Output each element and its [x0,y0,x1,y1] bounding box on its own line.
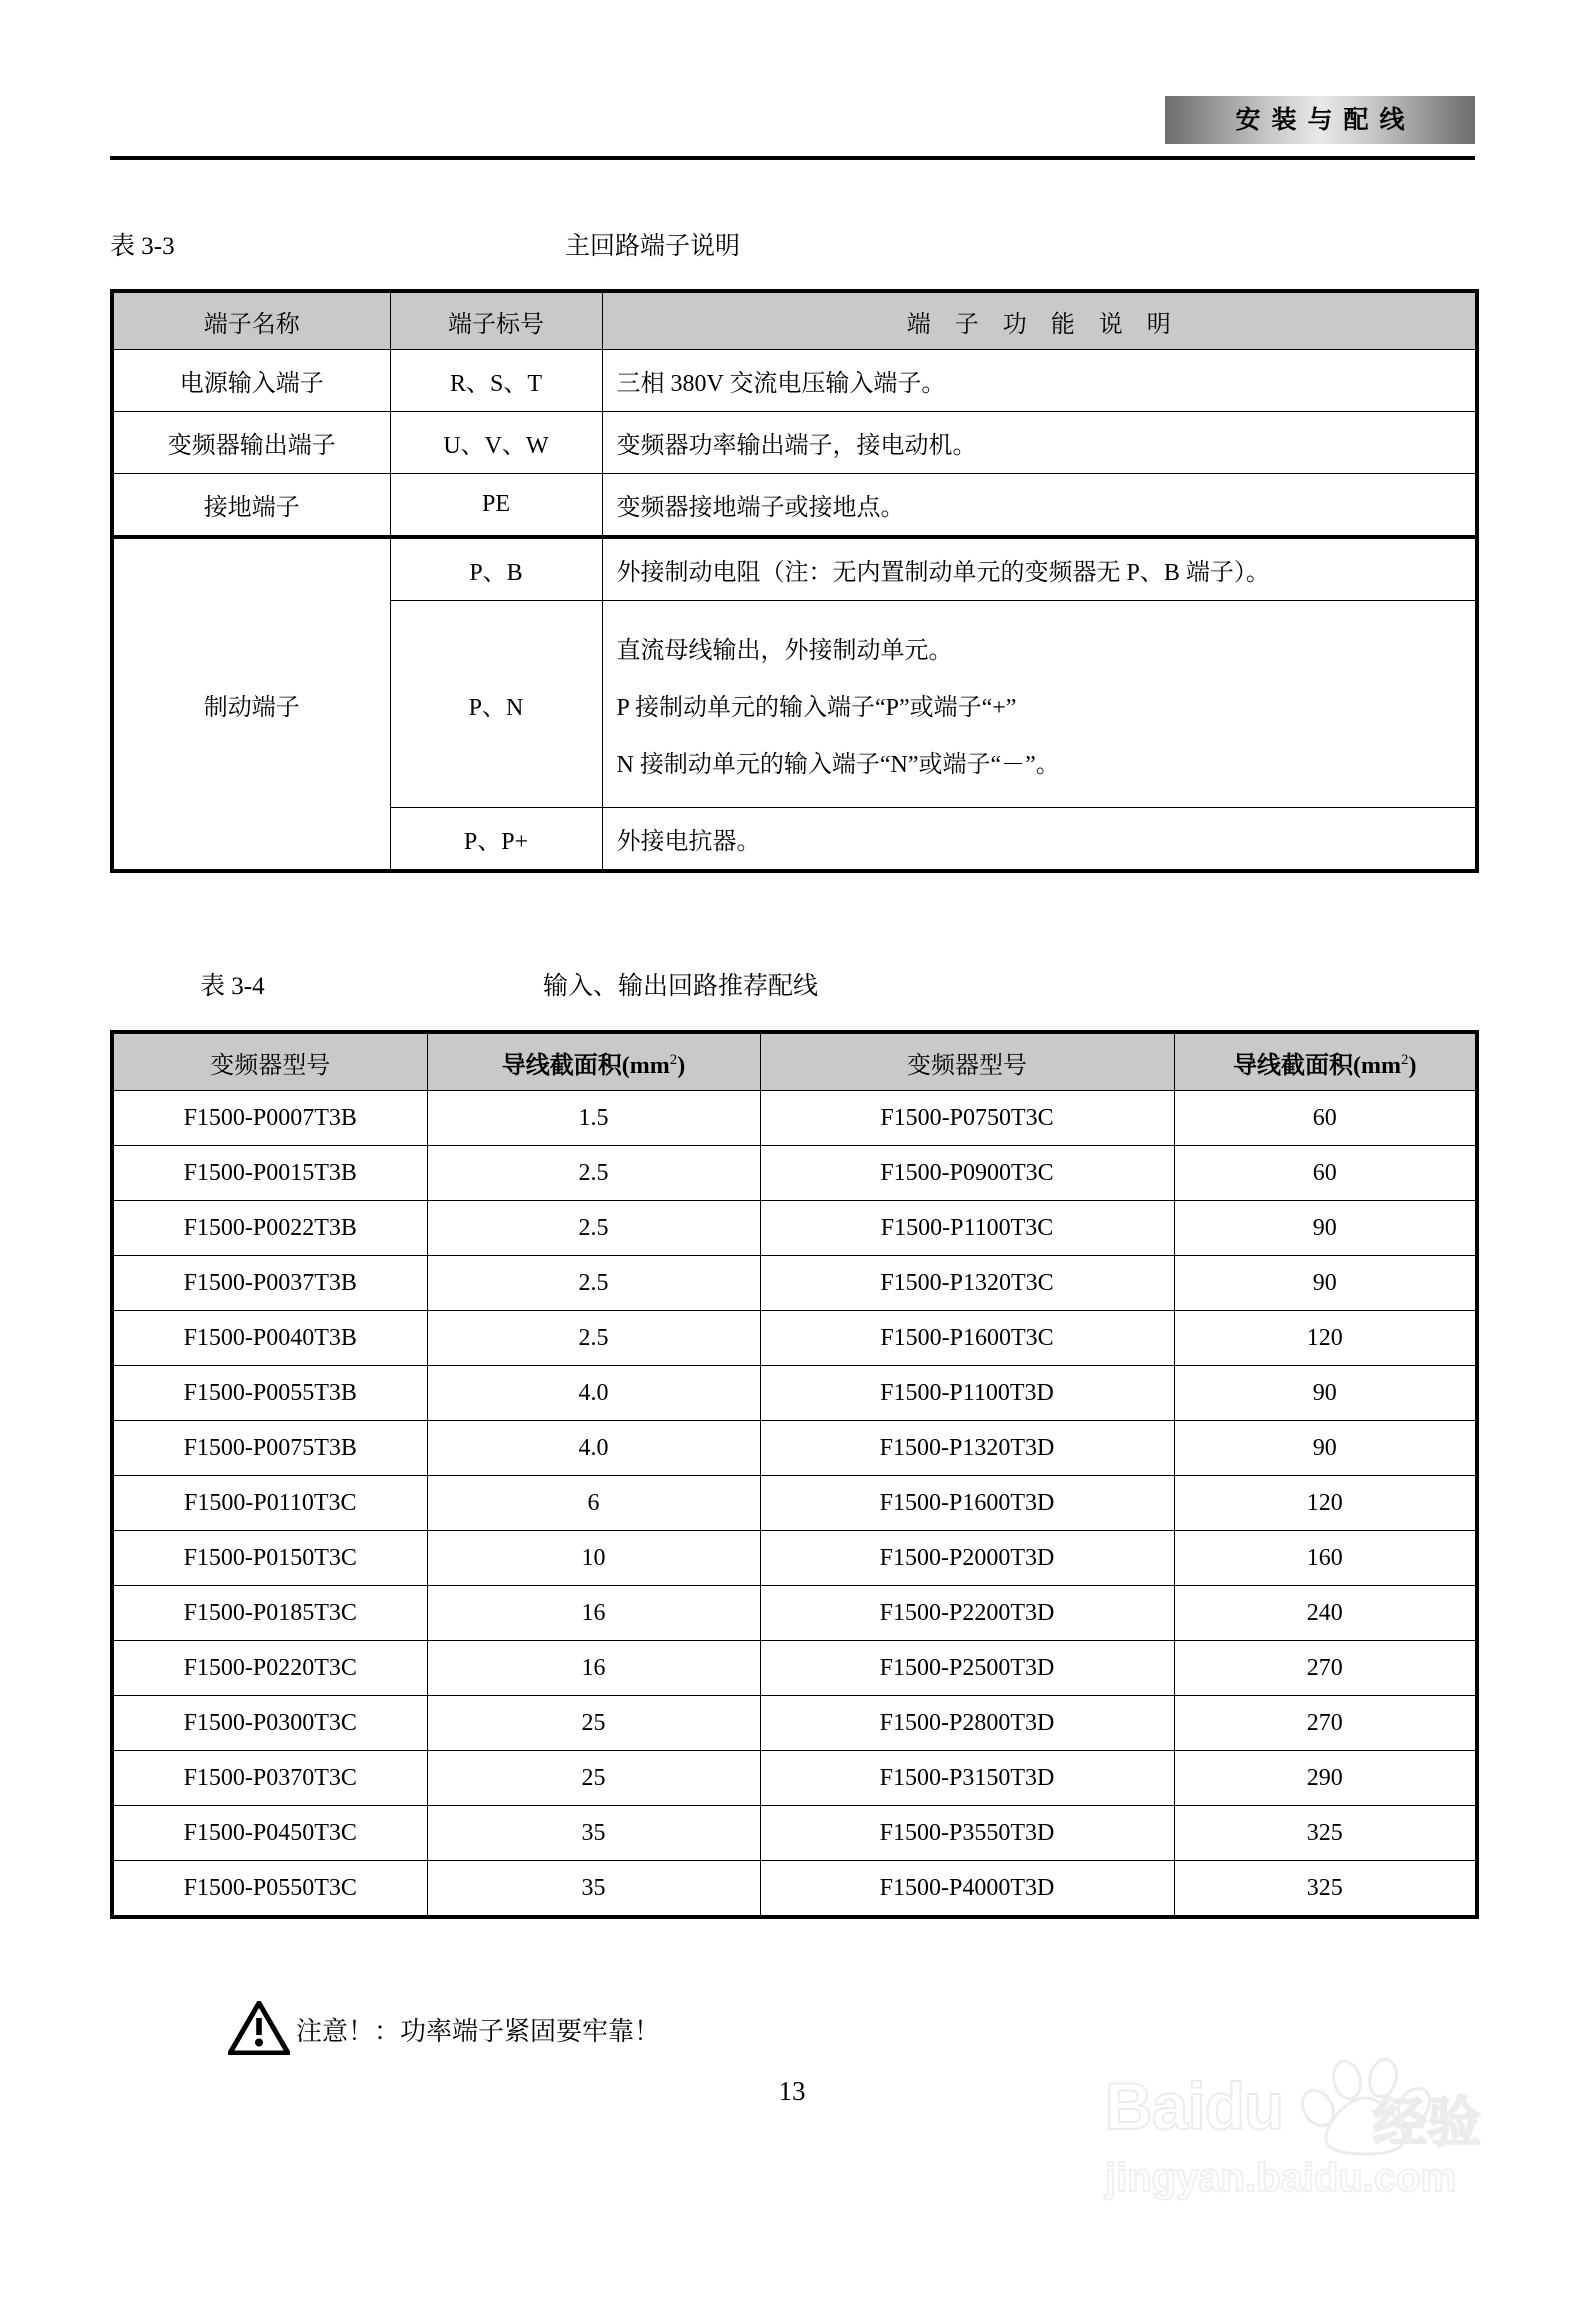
cell-model-a: F1500-P0550T3C [112,1861,427,1918]
cell-area-b: 160 [1174,1531,1477,1586]
cell-terminal-desc: 变频器功率输出端子，接电动机。 [602,412,1477,474]
cell-terminal-mark: P、N [390,601,602,808]
cell-model-a: F1500-P0075T3B [112,1421,427,1476]
table-row [112,1311,1477,1366]
desc-line: N 接制动单元的输入端子“N”或端子“－”。 [616,751,1060,778]
cell-area-a: 1.5 [427,1091,760,1146]
cell-model-a: F1500-P0037T3B [112,1256,427,1311]
table-row [112,1861,1477,1918]
warning-note-text: 注意！：功率端子紧固要牢靠！ [296,2017,661,2046]
cell-area-b: 60 [1174,1091,1477,1146]
table-row [112,1806,1477,1861]
cell-area-a: 4.0 [427,1421,760,1476]
cell-area-a: 25 [427,1696,760,1751]
cell-terminal-desc: 外接制动电阻（注：无内置制动单元的变频器无 P、B 端子）。 [602,537,1477,601]
table-row [112,1146,1477,1201]
column-header-area-b [1174,1032,1477,1091]
watermark-logo-text: Baidu [1105,2069,1284,2143]
table-row [112,1091,1477,1146]
chapter-title-text: 安装与配线 [1235,106,1416,134]
cell-model-b: F1500-P2200T3D [760,1586,1174,1641]
cell-area-b: 325 [1174,1861,1477,1918]
cell-model-b: F1500-P0750T3C [760,1091,1174,1146]
baidu-paw-icon [1300,2058,1450,2163]
cell-model-a: F1500-P0370T3C [112,1751,427,1806]
recommended-wiring-table [110,1030,1479,1919]
cell-model-b: F1500-P1100T3D [760,1366,1174,1421]
table-header-row [112,291,1477,350]
column-header-terminal-name: 端子名称 [112,291,390,350]
cell-area-b: 90 [1174,1366,1477,1421]
cell-terminal-desc: 外接电抗器。 [602,808,1477,872]
header-divider-rule [110,156,1475,160]
watermark-url: jingyan.baidu.com [1105,2156,1457,2200]
table-row [112,1586,1477,1641]
table-row [112,537,1477,601]
desc-line: P 接制动单元的输入端子“P”或端子“+” [616,694,1017,721]
table-row [112,1531,1477,1586]
main-circuit-terminal-table [110,289,1479,873]
column-header-terminal-function: 端 子 功 能 说 明 [602,291,1477,350]
column-header-area-a-sup: 2 [669,1051,678,1068]
cell-model-b: F1500-P0900T3C [760,1146,1174,1201]
warning-triangle-icon [228,2001,290,2055]
cell-model-a: F1500-P0220T3C [112,1641,427,1696]
cell-area-b: 270 [1174,1641,1477,1696]
desc-line: 直流母线输出，外接制动单元。 [616,637,953,664]
cell-area-b: 90 [1174,1201,1477,1256]
table-row [112,412,1477,474]
cell-model-a: F1500-P0110T3C [112,1476,427,1531]
cell-model-a: F1500-P0015T3B [112,1146,427,1201]
cell-area-b: 240 [1174,1586,1477,1641]
cell-area-b: 90 [1174,1421,1477,1476]
cell-terminal-mark: P、B [390,537,602,601]
cell-model-a: F1500-P0300T3C [112,1696,427,1751]
table-3-4-caption-label: 表 3-4 [200,973,265,1000]
cell-terminal-mark: U、V、W [390,412,602,474]
page-number: 13 [778,2076,806,2106]
table-header-row [112,1032,1477,1091]
cell-area-a: 2.5 [427,1201,760,1256]
cell-terminal-mark: P、P+ [390,808,602,872]
cell-model-b: F1500-P2800T3D [760,1696,1174,1751]
cell-area-a: 10 [427,1531,760,1586]
column-header-area-a-text: 导线截面积(mm [501,1052,670,1079]
table-row [112,1476,1477,1531]
cell-model-a: F1500-P0185T3C [112,1586,427,1641]
cell-model-a: F1500-P0150T3C [112,1531,427,1586]
cell-area-a: 35 [427,1806,760,1861]
table-row [112,1751,1477,1806]
cell-area-b: 325 [1174,1806,1477,1861]
recommended-wiring-table-body [112,1091,1477,1918]
cell-area-a: 16 [427,1641,760,1696]
cell-model-b: F1500-P1320T3D [760,1421,1174,1476]
table-3-3-caption [110,230,1475,264]
cell-area-a: 35 [427,1861,760,1918]
cell-area-b: 90 [1174,1256,1477,1311]
cell-area-a: 2.5 [427,1311,760,1366]
cell-area-b: 120 [1174,1476,1477,1531]
column-header-area-b-paren: ) [1408,1052,1417,1079]
table-row [112,1201,1477,1256]
cell-area-a: 4.0 [427,1366,760,1421]
cell-model-b: F1500-P1100T3C [760,1201,1174,1256]
column-header-terminal-mark: 端子标号 [390,291,602,350]
cell-model-b: F1500-P2000T3D [760,1531,1174,1586]
cell-terminal-desc: 变频器接地端子或接地点。 [602,474,1477,538]
column-header-model-b: 变频器型号 [760,1032,1174,1091]
cell-model-b: F1500-P1600T3C [760,1311,1174,1366]
table-row [112,1366,1477,1421]
table-row [112,474,1477,538]
chapter-title-badge [1165,96,1475,144]
cell-model-b: F1500-P3150T3D [760,1751,1174,1806]
cell-terminal-name: 变频器输出端子 [112,412,390,474]
cell-area-b: 60 [1174,1146,1477,1201]
table-row [112,1641,1477,1696]
cell-area-a: 16 [427,1586,760,1641]
cell-model-b: F1500-P1600T3D [760,1476,1174,1531]
cell-model-b: F1500-P4000T3D [760,1861,1174,1918]
table-row [112,1421,1477,1476]
page-header [110,96,1475,176]
column-header-area-b-sup: 2 [1401,1051,1409,1068]
cell-model-b: F1500-P1320T3C [760,1256,1174,1311]
column-header-model-a: 变频器型号 [112,1032,427,1091]
table-row [112,1256,1477,1311]
column-header-area-a-paren: ) [677,1052,686,1079]
column-header-area-b-text: 导线截面积(mm [1233,1052,1402,1079]
cell-model-b: F1500-P2500T3D [760,1641,1174,1696]
table-row [112,1696,1477,1751]
cell-model-a: F1500-P0450T3C [112,1806,427,1861]
cell-brake-terminal-name: 制动端子 [112,537,390,871]
cell-area-b: 120 [1174,1311,1477,1366]
watermark-logo-cn: 经验 [1373,2093,1481,2153]
warning-note [228,1993,660,2063]
cell-terminal-name: 电源输入端子 [112,350,390,412]
cell-area-a: 25 [427,1751,760,1806]
cell-area-b: 290 [1174,1751,1477,1806]
cell-model-a: F1500-P0007T3B [112,1091,427,1146]
table-3-4-caption [110,970,1475,1004]
table-3-4-caption-title: 输入、输出回路推荐配线 [543,973,819,1000]
cell-model-a: F1500-P0055T3B [112,1366,427,1421]
cell-terminal-name: 接地端子 [112,474,390,538]
table-row [112,350,1477,412]
cell-model-a: F1500-P0022T3B [112,1201,427,1256]
cell-model-a: F1500-P0040T3B [112,1311,427,1366]
column-header-area-a [427,1032,760,1091]
cell-terminal-desc-multiline [602,601,1477,808]
cell-terminal-desc: 三相 380V 交流电压输入端子。 [602,350,1477,412]
cell-area-b: 270 [1174,1696,1477,1751]
cell-terminal-mark: R、S、T [390,350,602,412]
cell-area-a: 2.5 [427,1146,760,1201]
cell-terminal-mark: PE [390,474,602,538]
table-3-3-caption-title: 主回路端子说明 [565,233,741,260]
cell-area-a: 6 [427,1476,760,1531]
cell-area-a: 2.5 [427,1256,760,1311]
cell-model-b: F1500-P3550T3D [760,1806,1174,1861]
table-3-3-caption-label: 表 3-3 [110,233,175,260]
